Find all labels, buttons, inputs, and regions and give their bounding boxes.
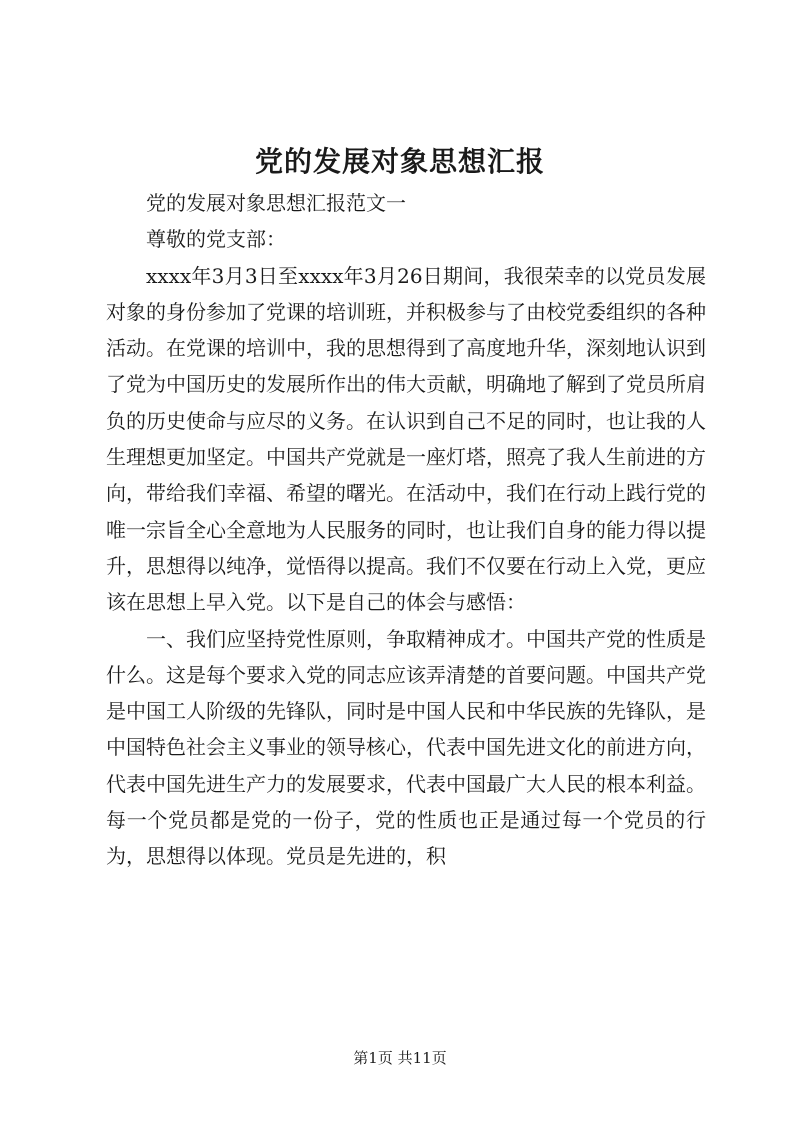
body-paragraph: xxxx年3月3日至xxxx年3月26日期间，我很荣幸的以党员发展对象的身份参加了党课的培训班，并积极参与了由校党委组织的各种活动。在党课的培训中，我的思想得到了高度地升华，深刻地认识到了党为中国历史的发展所作出的伟大贡献，明确地了解到了党员所肩负的历史使命与应尽的义务。在认识到自己不足的同时，也让我的人生理想更加坚定。中国共产党就是一座灯塔，照亮了我人生前进的方向，带给我们幸福、希望的曙光。在活动中，我们在行动上践行党的唯一宗旨全心全意地为人民服务的同时，也让我们自身的能力得以提升，思想得以纯净，觉悟得以提高。我们不仅要在行动上入党，更应该在思想上早入党。以下是自己的体会与感悟： [106,263,706,615]
salutation-paragraph: 尊敬的党支部： [146,227,286,252]
document-body [106,185,706,875]
body-paragraph: 一、我们应坚持党性原则，争取精神成才。中国共产党的性质是什么。这是每个要求入党的同志应该弄清楚的首要问题。中国共产党是中国工人阶级的先锋队，同时是中国人民和中华民族的先锋队，是中国特色社会主义事业的领导核心，代表中国先进文化的前进方向，代表中国先进生产力的发展要求，代表中国最广大人民的根本利益。每一个党员都是党的一份子，党的性质也正是通过每一个党员的行为，思想得以体现。党员是先进的，积 [106,626,706,869]
subtitle-paragraph: 党的发展对象思想汇报范文一 [146,191,406,215]
document-title: 党的发展对象思想汇报 [254,145,545,178]
page-footer: 第1页 共11页 [353,1049,447,1067]
